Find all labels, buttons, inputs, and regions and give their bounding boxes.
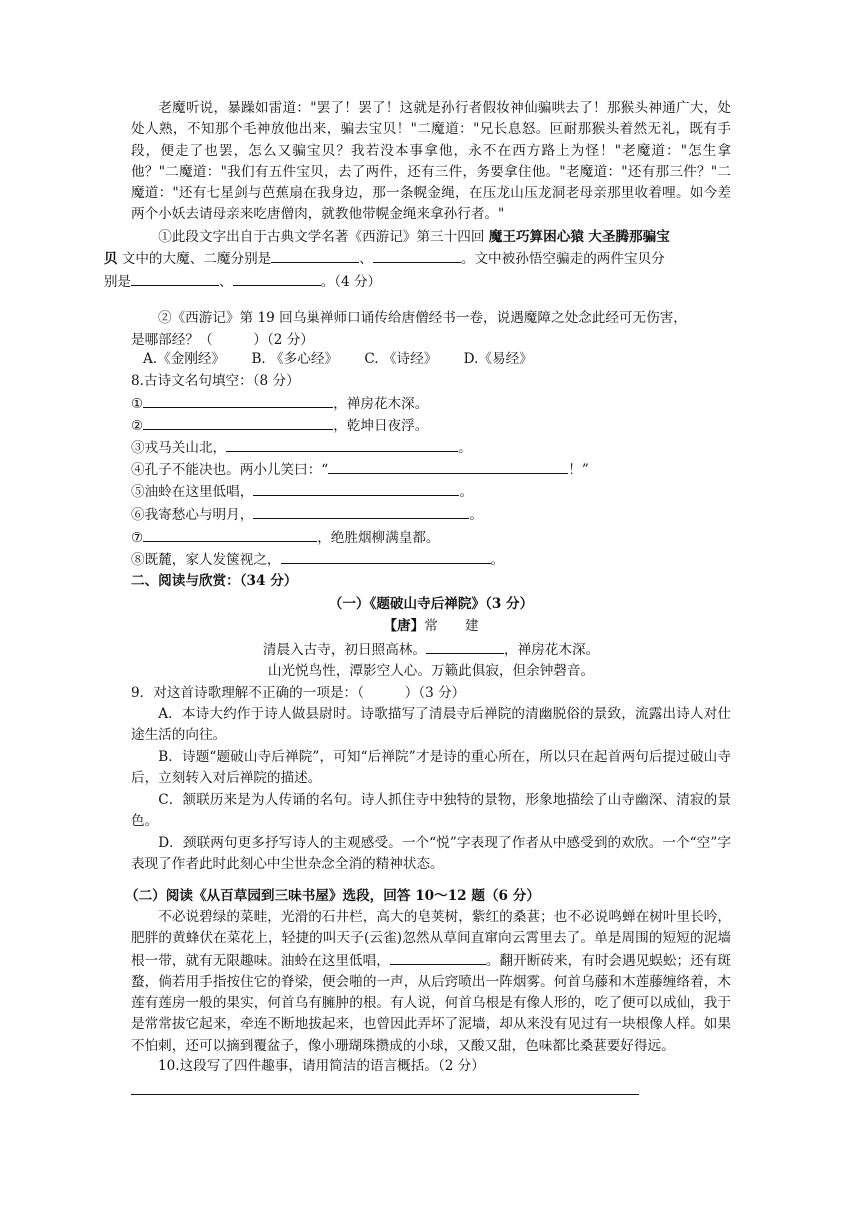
question-10: 10.这段写了四件趣事，请用简洁的语言概括。（2 分）	[158, 1058, 485, 1074]
question-9-stem: 9．对这首诗歌理解不正确的一项是：（ ）（3 分）	[131, 685, 466, 701]
question-8-item-1: ① ，禅房花木深。	[131, 393, 428, 414]
answer-blank[interactable]	[271, 248, 359, 263]
answer-blank[interactable]	[328, 459, 568, 474]
answer-blank[interactable]	[131, 271, 219, 286]
answer-blank[interactable]	[143, 415, 333, 430]
poem-heading: （一）《题破山寺后禅院》（3 分）	[328, 596, 534, 612]
answer-blank[interactable]	[253, 504, 469, 519]
poem-line-2: 山光悦鸟性，潭影空人心。万籁此俱寂，但余钟磬音。	[267, 663, 595, 679]
question-9-option-a[interactable]: A．本诗大约作于诗人做县尉时。诗歌描写了清晨寺后禅院的清幽脱俗的景致，流露出诗人对仕途生活的向往。	[131, 706, 731, 744]
answer-blank[interactable]	[426, 639, 504, 654]
question-8-item-5: ⑤油蛉在这里低唱， 。	[131, 481, 473, 502]
option-a[interactable]: A.《金刚经》	[143, 351, 226, 367]
answer-blank[interactable]	[226, 437, 458, 452]
answer-blank[interactable]	[253, 481, 459, 496]
answer-blank[interactable]	[143, 393, 333, 408]
question-7-2-options	[143, 349, 533, 369]
answer-blank[interactable]	[373, 248, 461, 263]
question-9-option-b[interactable]: B．诗题“题破山寺后禅院”，可知“后禅院”才是诗的重心所在，所以只在起首两句后提过破山寺后，立刻转入对后禅院的描述。	[131, 749, 731, 787]
passage-baicaoyuan: 不必说碧绿的菜畦，光滑的石井栏，高大的皂荚树，紫红的桑葚；也不必说鸣蝉在树叶里长吟，肥胖的黄蜂伏在菜花上，轻捷的叫天子(云雀)忽然从草间直窜向云霄里去了。单是周围的短短的泥墙根一带，就有无限趣味。油蛉在这里低唱， 。翻开断砖来，有时会遇见蜈蚣；还有斑蝥，倘若用手指按住它的脊梁，便会啪的一声，从后窍喷出一阵烟雾。何首乌藤和木莲藤缠络着，木莲有莲房一般的果实，何首乌有臃肿的根。有人说，何首乌根是有像人形的，吃了便可以成仙，我于是常常拔它起来，牵连不断地拔起来，也曾因此弄坏了泥墙，却从来没有见过有一块根像人样。如果不怕刺，还可以摘到覆盆子，像小珊瑚珠攒成的小球，又酸又甜，色味都比桑葚要好得远。	[131, 909, 732, 1054]
option-d[interactable]: D.《易经》	[463, 351, 533, 367]
answer-blank[interactable]	[143, 527, 317, 542]
question-9-option-c[interactable]: C．颔联历来是为人传诵的名句。诗人抓住寺中独特的景物，形象地描绘了山寺幽深、清寂的景色。	[131, 792, 731, 830]
part-2-heading: （二）阅读《从百草园到三味书屋》选段，回答 10～12 题（6 分）	[125, 888, 540, 904]
question-7-2-line1: ②《西游记》第 19 回乌巢禅师口诵传给唐僧经书一卷，说遇魔障之处念此经可无伤害，	[158, 310, 687, 326]
question-8-item-2: ② ，乾坤日夜浮。	[131, 415, 428, 436]
option-c[interactable]: C. 《诗经》	[364, 351, 438, 367]
question-7-1: ①此段文字出自于古典文学名著《西游记》第三十四回 魔王巧算困心猿 大圣腾那骗宝 贝 文中的大魔、二魔分别是 、 。文中被孙悟空骗走的两件宝贝分 别是 、 。（4 分）	[103, 229, 670, 290]
section-2-title: 二、阅读与欣赏：（34 分）	[131, 573, 298, 589]
question-8-item-3: ③戎马关山北， 。	[131, 437, 472, 458]
answer-blank[interactable]	[281, 549, 491, 564]
answer-blank[interactable]	[390, 950, 486, 965]
option-b[interactable]: B. 《多心经》	[251, 351, 339, 367]
question-8-title: 8.古诗文名句填空：（8 分）	[131, 373, 300, 389]
question-8-item-4: ④孔子不能决也。两小儿笑曰：“ ！”	[131, 459, 589, 480]
poem-line-1: 清晨入古寺，初日照高林。 ，禅房花木深。	[131, 639, 731, 660]
question-8-item-8: ⑧既麓，家人发箧视之， 。	[131, 549, 504, 570]
question-7-2-line2: 是哪部经？（ ）（2 分）	[131, 332, 314, 348]
answer-line[interactable]	[131, 1094, 639, 1095]
question-9-option-d[interactable]: D．颈联两句更多抒写诗人的主观感受。一个“悦”字表现了作者从中感受到的欢欣。一个“空”字表现了作者此时此刻心中尘世杂念全消的精神状态。	[131, 835, 731, 873]
question-8-item-7: ⑦ ，绝胜烟柳满皇都。	[131, 527, 440, 548]
poem-author: 【唐】常 建	[383, 618, 479, 634]
question-8-item-6: ⑥我寄愁心与明月， 。	[131, 504, 483, 525]
passage-xiyouji: 老魔听说，暴躁如雷道："罢了！罢了！这就是孙行者假妆神仙骗哄去了！那猴头神通广大，处处人熟，不知那个毛神放他出来，骗去宝贝！"二魔道："兄长息怒。叵耐那猴头着然无礼，既有手段，便走了也罢，怎么又骗宝贝？我若没本事拿他，永不在西方路上为怪！"老魔道："怎生拿他？"二魔道："我们有五件宝贝，去了两件，还有三件，务要拿住他。"老魔道："还有那三件？"二魔道："还有七星剑与芭蕉扇在我身边，那一条幌金绳，在压龙山压龙洞老母亲那里收着哩。如今差两个小妖去请母亲来吃唐僧肉，就教他带幌金绳来拿孙行者。"	[131, 100, 731, 223]
answer-blank[interactable]	[233, 271, 321, 286]
